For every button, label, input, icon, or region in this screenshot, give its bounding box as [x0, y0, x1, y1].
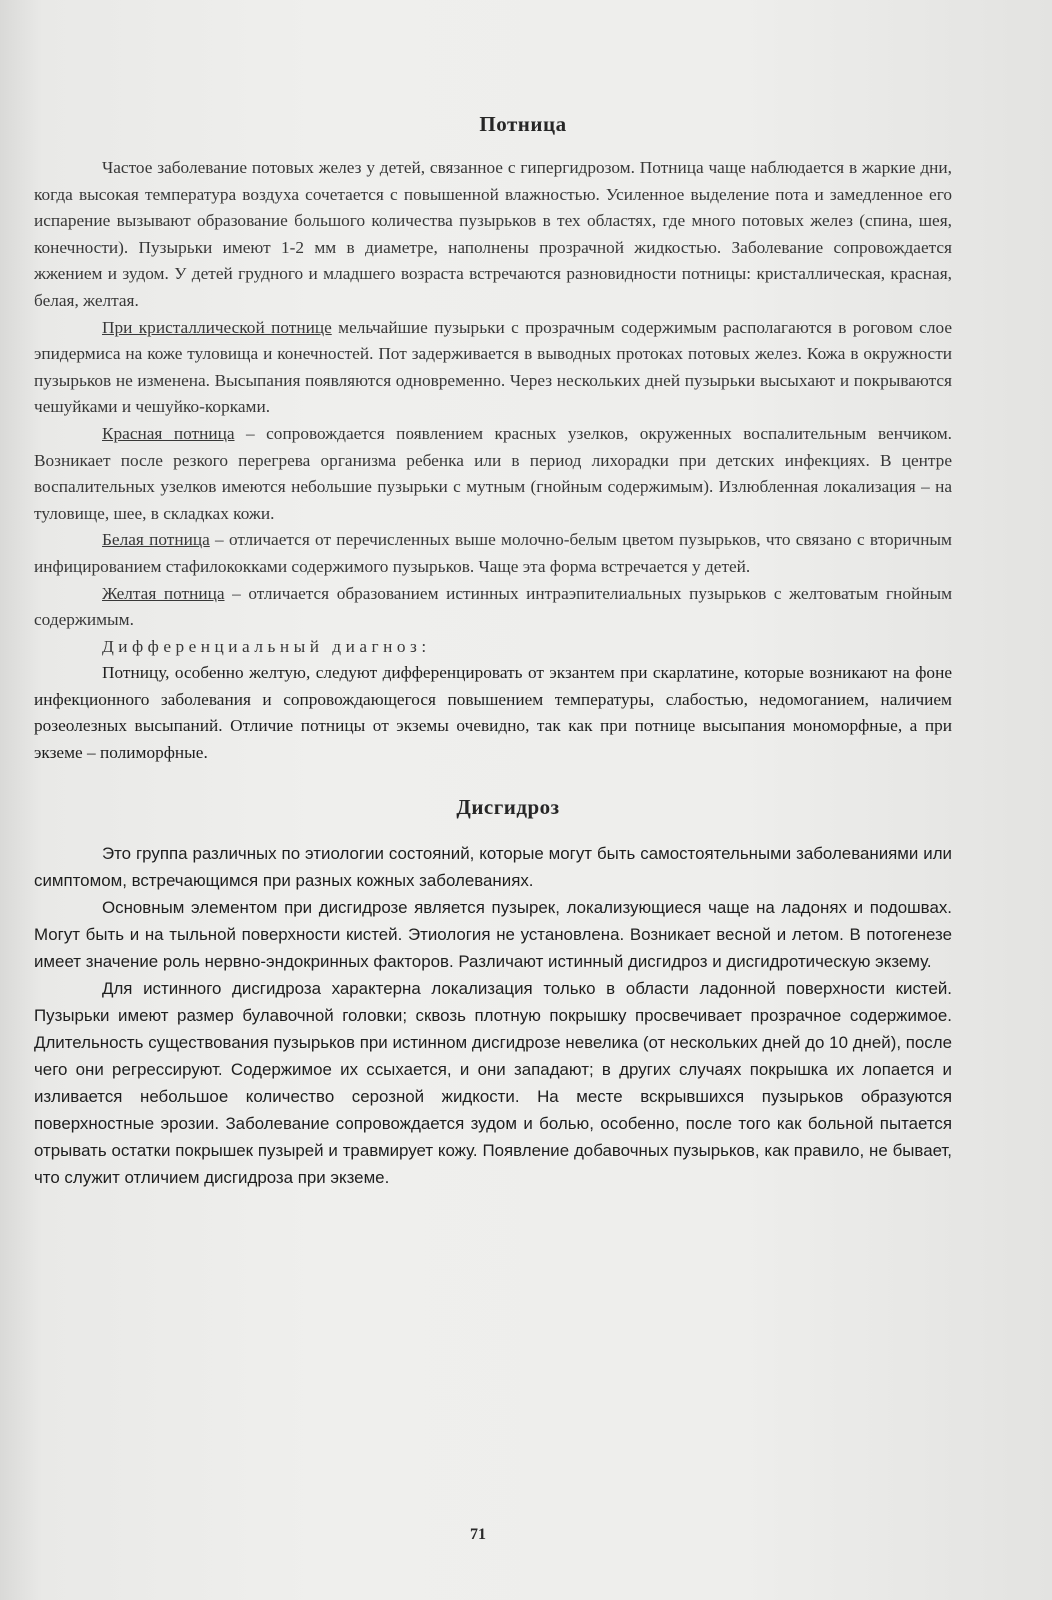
paragraph-dyshidrosis-3: Для истинного дисгидроза характерна локализация только в области ладонной поверхности кистей. Пузырьки имеют размер булавочной головки; сквозь плотную покрышку просвечивает прозрачное содержимое. Длительность существования пузырьков при истинном дисгидрозе невелика (от нескольких дней до 10 дней), после чего они регрессируют. Содержимое их ссыхается, и они западают; в других случаях покрышка их лопается и изливается небольшое количество серозной жидкости. На месте вскрывшихся пузырьков образуются поверхностные эрозии. Заболевание сопровождается зудом и болью, особенно, после того как больной пытается отрывать остатки покрышек пузырей и травмирует кожу. Появление добавочных пузырьков, как правило, не бывает, что служит отличием дисгидроза при экземе.	[34, 978, 952, 1187]
term-red: Красная потница	[102, 423, 235, 443]
term-white: Белая потница	[102, 530, 210, 550]
section-title-dyshidrosis: Дисгидроз	[456, 794, 560, 819]
paragraph-white	[34, 527, 952, 580]
paragraph-red	[34, 421, 952, 527]
section-title-miliaria: Потница	[479, 112, 567, 136]
paragraph-dyshidrosis-2: Основным элементом при дисгидрозе является пузырек, локализующиеся чаще на ладонях и подошвах. Могут быть и на тыльной поверхности кистей. Этиология не установлена. Возникает весной и летом. В потогенезе имеет значение роль нервно-эндокринных факторов. Различают истинный дисгидроз и дисгидротическую экзему.	[34, 897, 952, 971]
text-red: – сопровождается появлением красных узелков, окруженных воспалительным венчиком. Возникает после резкого перегрева организма ребенка или в период лихорадки при детских инфекциях. В центре воспалительных узелков имеются небольшие пузырьки с мутным (гнойным содержимым). Излюбленная локализация – на туловище, шее, в складках кожи.	[34, 423, 952, 523]
text-crystal: мельчайшие пузырьки с прозрачным содержимым располагаются в роговом слое эпидермиса на коже туловища и конечностей. Пот задерживается в выводных протоках потовых желез. Кожа в окружности пузырьков не изменена. Высыпания появляются одновременно. Через нескольких дней пузырьки высыхают и покрываются чешуйками и чешуйко-корками.	[34, 317, 952, 417]
term-yellow: Желтая потница	[102, 583, 225, 603]
paragraph-yellow	[34, 581, 952, 634]
paragraph-intro: Частое заболевание потовых желез у детей, связанное с гипергидрозом. Потница чаще наблюдается в жаркие дни, когда высокая температура воздуха сочетается с повышенной влажностью. Усиленное выделение пота и замедленное его испарение вызывают образование большого количества пузырьков в тех областях, где много потовых желез (спина, шея, конечности). Пузырьки имеют 1-2 мм в диаметре, наполнены прозрачной жидкостью. Заболевание сопровождается жжением и зудом. У детей грудного и младшего возраста встречаются разновидности потницы: кристаллическая, красная, белая, желтая.	[34, 158, 952, 310]
text-yellow: – отличается образованием истинных интраэпителиальных пузырьков с желтоватым гнойным содержимым.	[34, 583, 952, 630]
paragraph-dyshidrosis-1: Это группа различных по этиологии состояний, которые могут быть самостоятельными заболеваниями или симптомом, встречающимся при разных кожных заболеваниях.	[34, 843, 952, 890]
page-number: 71	[470, 1526, 486, 1543]
term-crystal: При кристаллической потнице	[102, 317, 332, 337]
section-miliaria	[34, 112, 952, 767]
text-white: – отличается от перечисленных выше молочно-белым цветом пузырьков, что связано с вторичным инфицированием стафилококками содержимого пузырьков. Чаще эта форма встречается у детей.	[34, 530, 952, 576]
paragraph-diff-diagnosis: Потницу, особенно желтую, следуют дифференцировать от экзантем при скарлатине, которые возникают на фоне инфекционного заболевания и сопровождающегося повышением температуры, слабостью, недомоганием, наличием розеолезных высыпаний. Отличие потницы от экземы очевидно, так как при потнице высыпания мономорфные, а при экземе – полиморфные.	[34, 663, 952, 763]
diff-diagnosis-heading: Дифференциальный диагноз:	[102, 636, 431, 656]
book-page	[34, 112, 952, 1191]
section-dyshidrosis	[34, 795, 952, 1191]
paragraph-crystal	[34, 315, 952, 421]
